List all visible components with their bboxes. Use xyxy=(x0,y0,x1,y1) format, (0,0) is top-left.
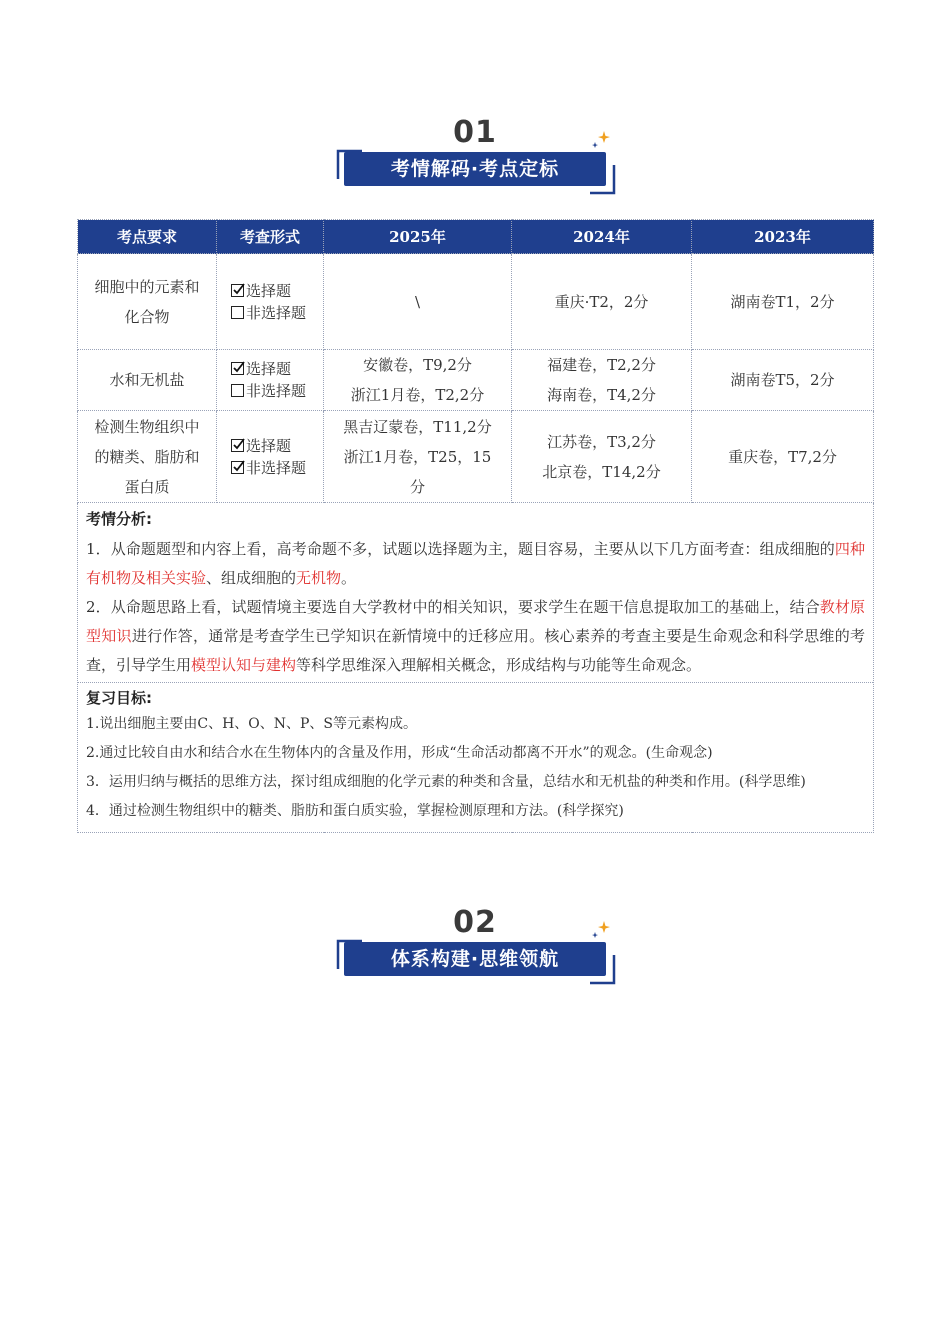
checked-box-icon xyxy=(231,362,244,375)
form-cell xyxy=(217,254,324,350)
topic-cell: 细胞中的元素和 化合物 xyxy=(78,254,217,350)
goal-item: 1.说出细胞主要由C、H、O、N、P、S等元素构成。 xyxy=(86,716,418,732)
cell-2024: 福建卷，T2,2分 海南卷，T4,2分 xyxy=(512,350,692,411)
goal-item: 4．通过检测生物组织中的糖类、脂肪和蛋白质实验，掌握检测原理和方法。(科学探究) xyxy=(86,803,624,819)
nonchoice-option: 非选择题 xyxy=(217,302,323,324)
goal-item: 2.通过比较自由水和结合水在生物体内的含量及作用，形成“生命活动都离不开水”的观念。(生命观念) xyxy=(86,745,713,761)
section-banner-1 xyxy=(0,115,950,205)
highlight-text: 无机物 xyxy=(296,569,342,587)
choice-option: 选择题 xyxy=(217,280,323,302)
section-number: 01 xyxy=(453,115,497,150)
empty-box-icon xyxy=(231,306,244,319)
section-title: 考情解码·考点定标 xyxy=(344,152,606,186)
sparkle-icon xyxy=(590,919,612,941)
form-cell xyxy=(217,411,324,503)
section-title: 体系构建·思维领航 xyxy=(344,942,606,976)
exam-table xyxy=(77,219,874,833)
table-row xyxy=(78,350,874,411)
analysis-section xyxy=(78,503,874,833)
divider xyxy=(78,682,873,683)
form-cell xyxy=(217,350,324,411)
section-banner-2 xyxy=(0,905,950,995)
analysis-paragraph-1: 1．从命题题型和内容上看，高考命题不多，试题以选择题为主，题目容易，主要从以下几方面考查：组成细胞的四种有机物及相关实验、组成细胞的无机物。 xyxy=(86,540,865,587)
header-2025: 2025年 xyxy=(324,220,512,254)
checked-box-icon xyxy=(231,461,244,474)
analysis-paragraph-2: 2．从命题思路上看，试题情境主要选自大学教材中的相关知识，要求学生在题干信息提取加工的基础上，结合教材原型知识进行作答，通常是考查学生已学知识在新情境中的迁移应用。核心素养的考查主要是生命观念和科学思维的考查，引导学生用模型认知与建构等科学思维深入理解相关概念，形成结构与功能等生命观念。 xyxy=(86,598,865,674)
cell-2025: 黑吉辽蒙卷，T11,2分 浙江1月卷，T25，15 分 xyxy=(324,411,512,503)
table-row xyxy=(78,411,874,503)
nonchoice-option: 非选择题 xyxy=(217,457,323,479)
table-header-row xyxy=(78,220,874,254)
cell-2024: 江苏卷，T3,2分 北京卷，T14,2分 xyxy=(512,411,692,503)
analysis-row xyxy=(78,503,874,833)
choice-option: 选择题 xyxy=(217,435,323,457)
cell-2023: 湖南卷T5，2分 xyxy=(692,350,874,411)
checked-box-icon xyxy=(231,284,244,297)
cell-2023: 湖南卷T1，2分 xyxy=(692,254,874,350)
table-row xyxy=(78,254,874,350)
section-number: 02 xyxy=(453,905,497,940)
highlight-text: 模型认知与建构 xyxy=(191,656,297,674)
highlight-text: 教材原型知识 xyxy=(86,598,865,645)
choice-option: 选择题 xyxy=(217,358,323,380)
goal-item: 3．运用归纳与概括的思维方法，探讨组成细胞的化学元素的种类和含量，总结水和无机盐的种类和作用。(科学思维) xyxy=(86,774,806,790)
nonchoice-option: 非选择题 xyxy=(217,380,323,402)
cell-2025: 安徽卷，T9,2分 浙江1月卷，T2,2分 xyxy=(324,350,512,411)
cell-2025: \ xyxy=(324,254,512,350)
topic-cell: 水和无机盐 xyxy=(78,350,217,411)
empty-box-icon xyxy=(231,384,244,397)
topic-cell: 检测生物组织中 的糖类、脂肪和 蛋白质 xyxy=(78,411,217,503)
header-2023: 2023年 xyxy=(692,220,874,254)
sparkle-icon xyxy=(590,129,612,151)
header-topic: 考点要求 xyxy=(78,220,217,254)
header-form: 考查形式 xyxy=(217,220,324,254)
analysis-title: 考情分析: xyxy=(86,510,152,528)
checked-box-icon xyxy=(231,439,244,452)
highlight-text: 四种有机物及相关实验 xyxy=(86,540,865,587)
cell-2023: 重庆卷，T7,2分 xyxy=(692,411,874,503)
goals-title: 复习目标: xyxy=(86,689,152,707)
cell-2024: 重庆·T2，2分 xyxy=(512,254,692,350)
header-2024: 2024年 xyxy=(512,220,692,254)
